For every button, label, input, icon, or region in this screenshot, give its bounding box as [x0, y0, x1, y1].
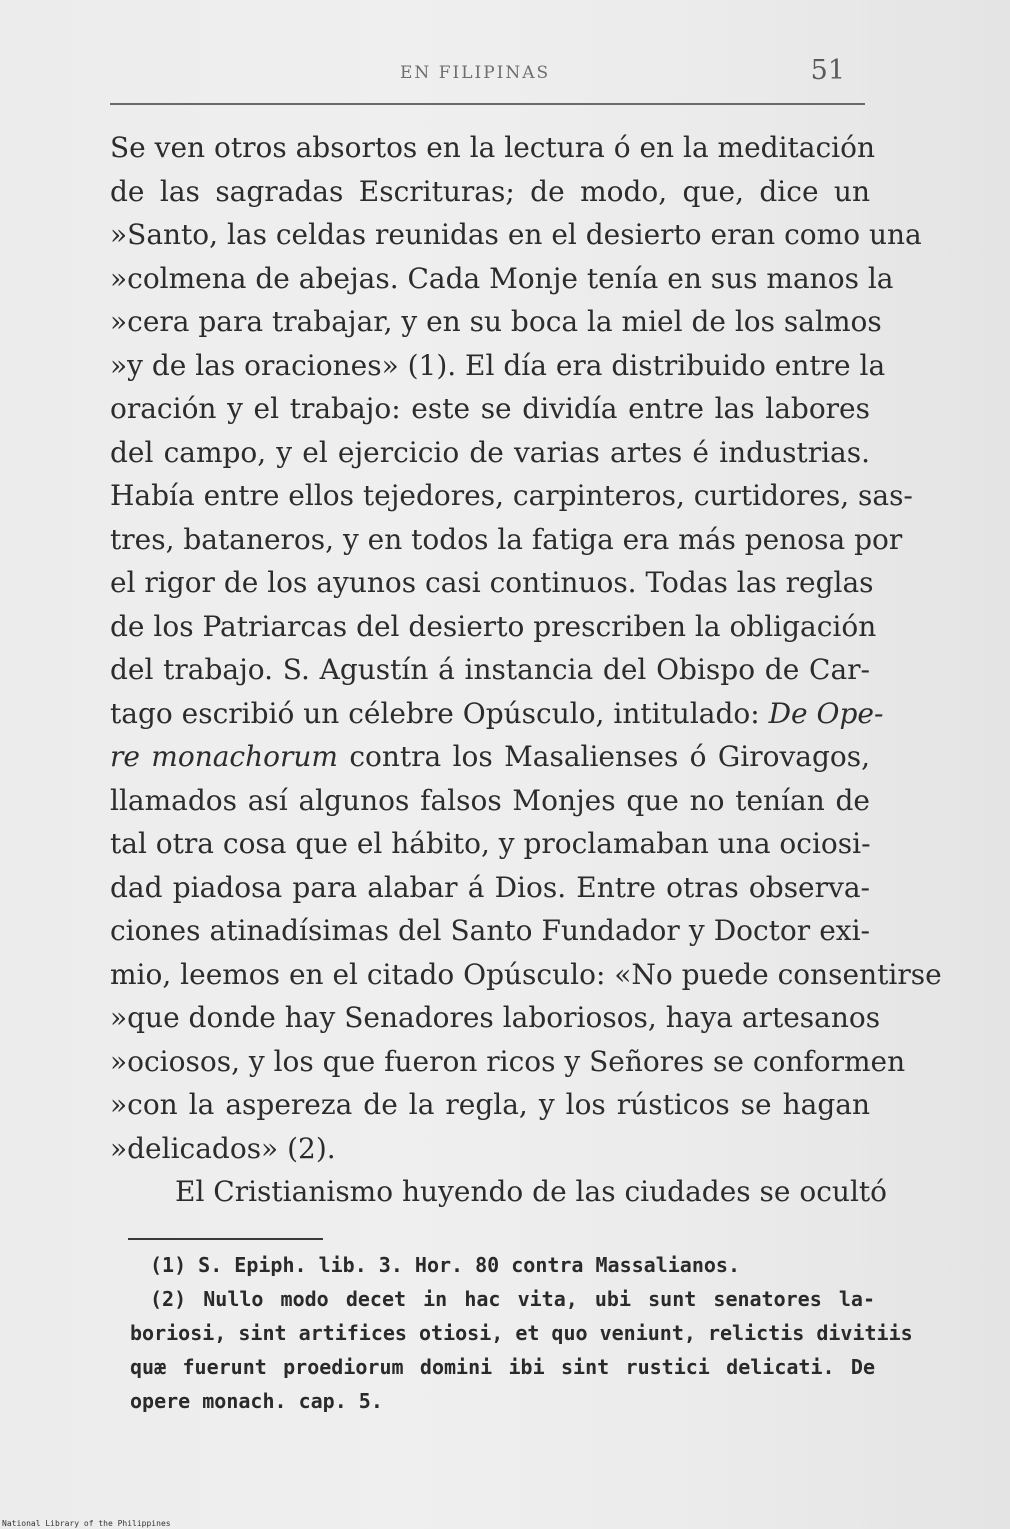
text-segment: »delicados» (2). — [110, 1131, 336, 1165]
footnote-line: (1) S. Epiph. lib. 3. Hor. 80 contra Massalianos. — [150, 1253, 741, 1277]
text-line — [110, 474, 913, 518]
text-segment: tal otra cosa que el hábito, y proclamaban una ociosi- — [110, 827, 871, 860]
text-line — [110, 561, 874, 605]
text-segment: »que donde hay Senadores laboriosos, haya artesanos — [110, 1001, 881, 1034]
text-line — [110, 431, 870, 475]
text-segment: »ociosos, y los que fueron ricos y Señores se conformen — [110, 1044, 906, 1078]
text-line — [110, 1170, 888, 1214]
text-segment: ciones atinadísimas del Santo Fundador y Doctor exi- — [110, 914, 870, 947]
page-header — [110, 55, 865, 95]
text-segment: tago escribió un célebre Opúsculo, intitulado: — [110, 696, 769, 730]
text-segment: »cera para trabajar, y en su boca la miel de los salmos — [110, 305, 882, 338]
running-head: EN FILIPINAS — [400, 63, 551, 83]
footnote-line: (2) Nullo modo decet in hac vita, ubi sunt senatores la- — [150, 1287, 875, 1311]
body-text — [110, 126, 942, 1214]
text-segment: »y de las oraciones» (1). El día era distribuido entre la — [110, 348, 886, 382]
text-segment: »con la aspereza de la regla, y los rústicos se hagan — [110, 1088, 870, 1121]
text-segment: de los Patriarcas del desierto prescriben la obligación — [110, 609, 877, 643]
text-line — [110, 126, 876, 170]
text-line — [110, 387, 870, 431]
text-line — [110, 518, 903, 562]
text-line — [110, 648, 870, 692]
text-segment: »colmena de abejas. Cada Monje tenía en sus manos la — [110, 261, 894, 295]
footnotes — [130, 1248, 913, 1418]
text-line — [110, 953, 942, 997]
text-line — [110, 779, 870, 823]
text-segment: contra los Masalienses ó Girovagos, — [337, 740, 871, 773]
library-credit: National Library of the Philippines — [2, 1519, 171, 1528]
text-line — [110, 866, 870, 910]
text-line — [110, 1040, 906, 1084]
text-line — [110, 1127, 870, 1171]
footnote-line: opere monach. cap. 5. — [130, 1389, 383, 1413]
text-segment: el rigor de los ayunos casi continuos. Todas las reglas — [110, 566, 874, 599]
text-line — [110, 300, 882, 344]
text-segment: de las sagradas Escrituras; de modo, que, dice un — [110, 174, 870, 208]
text-segment: mio, leemos en el citado Opúsculo: «No puede consentirse — [110, 957, 942, 991]
text-segment: tres, bataneros, y en todos la fatiga era más penosa por — [110, 522, 903, 556]
text-segment: Había entre ellos tejedores, carpinteros, curtidores, sas- — [110, 479, 913, 512]
text-line — [110, 692, 884, 736]
text-line — [110, 170, 870, 214]
page-number: 51 — [810, 55, 845, 86]
text-line — [110, 213, 922, 257]
footnote-line: boriosi, sint artifices otiosi, et quo veniunt, relictis divitiis — [130, 1321, 913, 1345]
text-line — [110, 822, 870, 866]
text-segment: oración y el trabajo: este se dividía entre las labores — [110, 392, 870, 425]
text-line — [110, 735, 870, 779]
footnote-line: quæ fuerunt proediorum domini ibi sint rustici delicati. De — [130, 1355, 875, 1379]
text-segment: dad piadosa para alabar á Dios. Entre otras observa- — [110, 870, 870, 904]
text-segment: del trabajo. S. Agustín á instancia del Obispo de Car- — [110, 653, 870, 686]
header-rule — [110, 103, 865, 105]
text-segment: del campo, y el ejercicio de varias artes é industrias. — [110, 435, 870, 469]
text-line — [110, 909, 870, 953]
text-line — [110, 605, 877, 649]
text-line — [110, 344, 886, 388]
text-line — [110, 996, 881, 1040]
footnote-rule — [128, 1238, 323, 1240]
italic-title: re monachorum — [110, 740, 338, 773]
text-segment: Se ven otros absortos en la lectura ó en la meditación — [110, 131, 876, 164]
italic-title: De Ope- — [768, 696, 884, 730]
text-segment: llamados así algunos falsos Monjes que no tenían de — [110, 783, 870, 817]
text-line — [110, 257, 894, 301]
text-segment: El Cristianismo huyendo de las ciudades se ocultó — [175, 1175, 888, 1208]
text-line — [110, 1083, 870, 1127]
text-segment: »Santo, las celdas reunidas en el desierto eran como una — [110, 218, 922, 251]
